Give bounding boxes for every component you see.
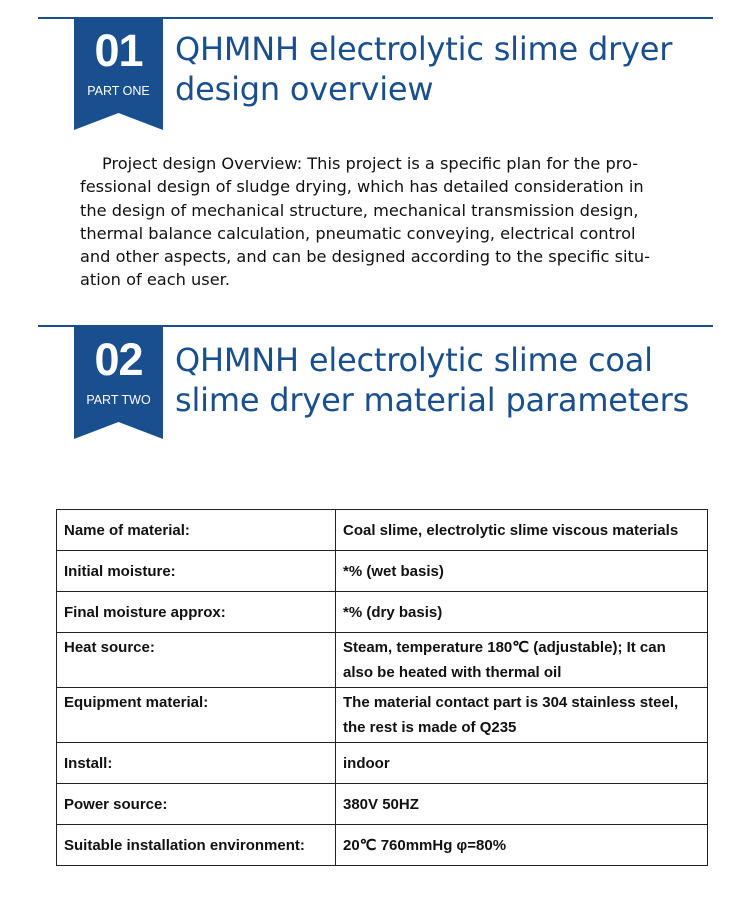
parameter-label: Final moisture approx: — [57, 592, 336, 633]
section-part-label: PART ONE — [87, 84, 150, 98]
parameter-value — [336, 633, 708, 688]
parameter-value: *% (wet basis) — [336, 551, 708, 592]
section-title-line: QHMNH electrolytic slime dryer — [175, 30, 673, 68]
table-row — [57, 825, 708, 866]
parameter-value-line: The material contact part is 304 stainless steel, — [343, 694, 679, 711]
material-parameters-table — [56, 509, 708, 866]
table-row — [57, 592, 708, 633]
parameter-value-line: the rest is made of Q235 — [343, 719, 517, 736]
table-row — [57, 784, 708, 825]
table-row — [57, 688, 708, 743]
section-number: 01 — [94, 25, 143, 76]
section-badge-01 — [74, 17, 163, 130]
table-row — [57, 551, 708, 592]
parameter-label: Initial moisture: — [57, 551, 336, 592]
parameter-label: Name of material: — [57, 510, 336, 551]
parameter-value: Coal slime, electrolytic slime viscous materials — [336, 510, 708, 551]
overview-paragraph — [80, 152, 700, 292]
parameter-label: Suitable installation environment: — [57, 825, 336, 866]
section-part-label: PART TWO — [86, 393, 151, 407]
section-title — [175, 340, 689, 420]
table-row — [57, 743, 708, 784]
parameter-label: Heat source: — [57, 633, 336, 688]
overview-line: fessional design of sludge drying, which has detailed consideration in — [80, 177, 644, 197]
parameter-label: Install: — [57, 743, 336, 784]
parameter-value: 380V 50HZ — [336, 784, 708, 825]
overview-line: ation of each user. — [80, 270, 230, 290]
parameter-value-line: Steam, temperature 180℃ (adjustable); It can — [343, 639, 666, 656]
overview-line: Project design Overview: This project is a specific plan for the pro- — [102, 154, 639, 173]
overview-line: and other aspects, and can be designed according to the specific situ- — [80, 247, 650, 267]
parameter-value: *% (dry basis) — [336, 592, 708, 633]
overview-line: the design of mechanical structure, mechanical transmission design, — [80, 200, 639, 220]
section-title-line: slime dryer material parameters — [175, 381, 690, 419]
section-number: 02 — [94, 334, 143, 385]
parameter-value-line: also be heated with thermal oil — [343, 664, 562, 681]
parameter-value — [336, 688, 708, 743]
parameter-value: 20℃ 760mmHg φ=80% — [336, 825, 708, 866]
table-row — [57, 633, 708, 688]
section-badge-02 — [74, 326, 163, 439]
overview-line: thermal balance calculation, pneumatic conveying, electrical control — [80, 223, 636, 243]
table-row — [57, 510, 708, 551]
section-title-line: design overview — [175, 70, 434, 108]
parameter-label: Power source: — [57, 784, 336, 825]
section-title — [175, 29, 672, 109]
parameter-value: indoor — [336, 743, 708, 784]
section-title-line: QHMNH electrolytic slime coal — [175, 341, 653, 379]
parameter-label: Equipment material: — [57, 688, 336, 743]
